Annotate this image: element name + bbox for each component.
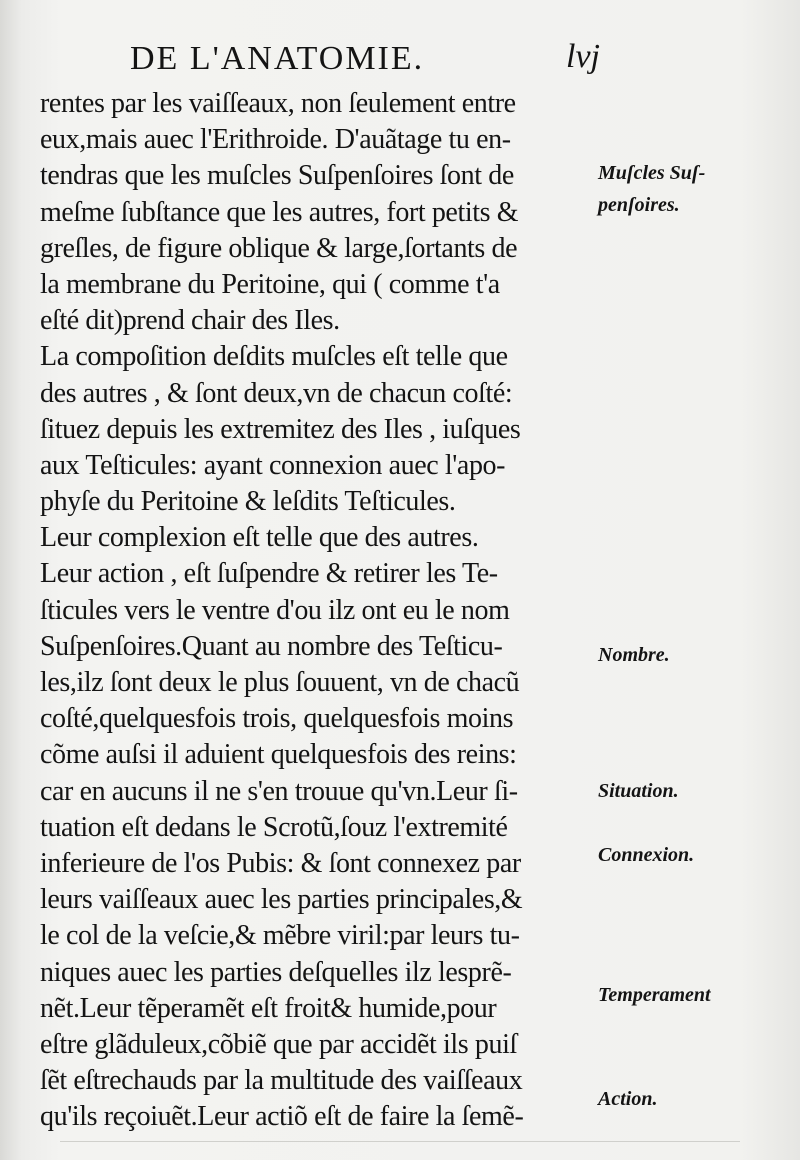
text-line: rentes par les vaiſſeaux, non ſeulement entre xyxy=(40,88,516,119)
text-line: Leur action , eſt ſuſpendre & retirer les Te- xyxy=(40,558,498,590)
text-line: eux,mais auec l'Erithroide. D'auãtage tu en- xyxy=(40,124,511,156)
folio-number: lvj xyxy=(566,38,600,75)
text-line: Suſpenſoires.Quant au nombre des Teſticu- xyxy=(40,630,503,662)
text-line: les,ilz ſont deux le plus ſouuent, vn de chacũ xyxy=(40,667,520,698)
margin-note-muscles: Muſcles Suſ- xyxy=(598,162,706,184)
text-line: aux Teſticules: ayant connexion auec l'apo- xyxy=(40,449,506,481)
margin-note-connexion: Connexion. xyxy=(598,844,695,866)
text-line: des autres , & ſont deux,vn de chacun coſté: xyxy=(40,377,513,409)
text-line: ſticules vers le ventre d'ou ilz ont eu le nom xyxy=(40,594,510,626)
text-line: niques auec les parties deſquelles ilz lesprẽ- xyxy=(40,956,512,988)
text-line: qu'ils reçoiuẽt.Leur actiõ eſt de faire la ſemẽ- xyxy=(40,1101,524,1133)
margin-note-nombre: Nombre. xyxy=(598,644,670,666)
text-line: ſẽt eſtrechauds par la multitude des vaiſſeaux xyxy=(40,1065,523,1097)
text-line: nẽt.Leur tẽperamẽt eſt froit& humide,pour xyxy=(40,992,497,1024)
text-line: coſté,quelquesfois trois, quelquesfois moins xyxy=(40,703,514,735)
text-line: meſme ſubſtance que les autres, fort petits & xyxy=(40,196,519,228)
text-line: Leur complexion eſt telle que des autres. xyxy=(40,522,479,554)
body-text xyxy=(40,86,600,1135)
text-line: ſituez depuis les extremitez des Iles , iuſques xyxy=(40,413,521,445)
margin-note-action: Action. xyxy=(598,1088,658,1110)
text-line: eſtre glãduleux,cõbiẽ que par accidẽt ils puiſ xyxy=(40,1028,517,1060)
margin-note-suspensoires: penſoires. xyxy=(598,194,680,216)
text-line: La compoſition deſdits muſcles eſt telle que xyxy=(40,341,508,373)
page-header xyxy=(130,36,600,86)
text-line: le col de la veſcie,& mẽbre viril:par leurs tu- xyxy=(40,920,520,952)
text-line: phyſe du Peritoine & leſdits Teſticules. xyxy=(40,486,456,518)
text-line: la membrane du Peritoine, qui ( comme t'a xyxy=(40,268,500,300)
margin-note-temperament: Temperament xyxy=(598,984,711,1006)
margin-note-situation: Situation. xyxy=(598,780,679,802)
text-line: car en aucuns il ne s'en trouue qu'vn.Leur ſi- xyxy=(40,775,518,807)
running-title: DE L'ANATOMIE. xyxy=(130,40,425,77)
text-line: cõme auſsi il aduient quelquesfois des reins: xyxy=(40,739,517,771)
text-line: tendras que les muſcles Suſpenſoires ſont de xyxy=(40,160,514,192)
page-edge-rule xyxy=(60,1141,740,1142)
text-line: leurs vaiſſeaux auec les parties principales,& xyxy=(40,884,523,916)
text-line: tuation eſt dedans le Scrotũ,ſouz l'extremité xyxy=(40,811,508,843)
text-line: inferieure de l'os Pubis: & ſont connexez par xyxy=(40,847,521,879)
text-line: eſté dit)prend chair des Iles. xyxy=(40,305,340,337)
text-line: greſles, de figure oblique & large,ſortants de xyxy=(40,232,518,264)
